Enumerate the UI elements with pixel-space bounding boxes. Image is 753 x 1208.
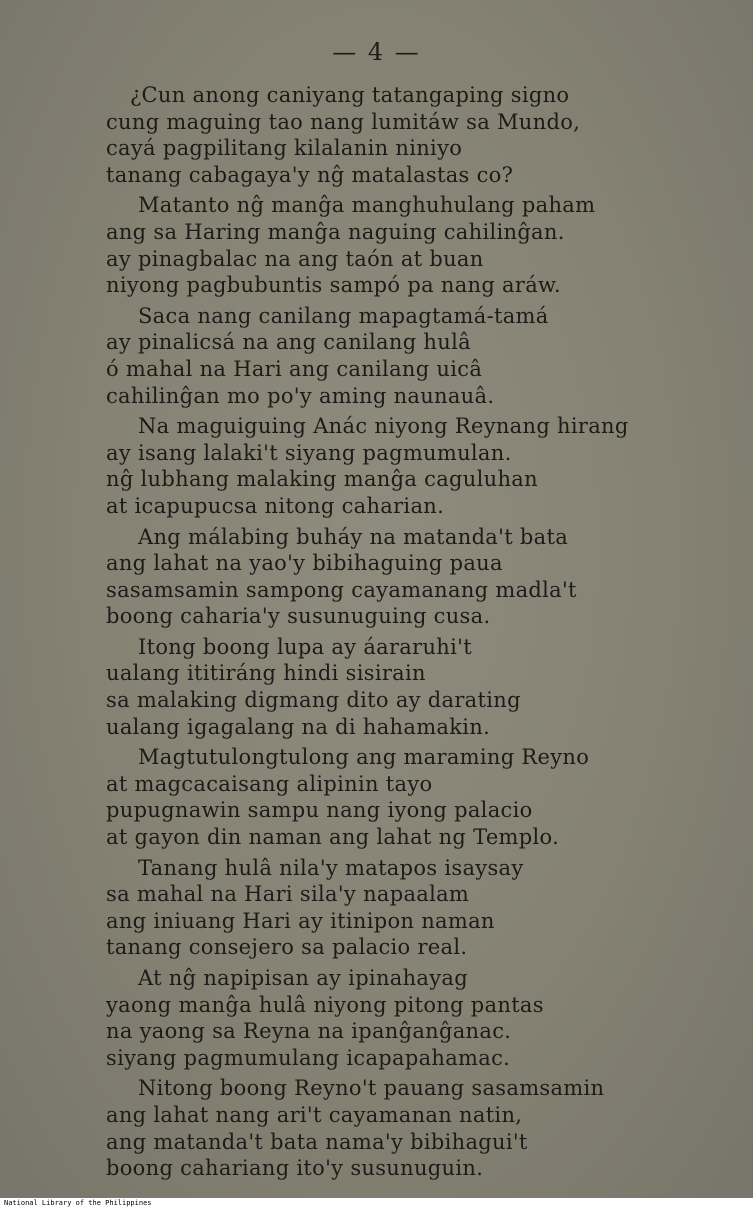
verse-line: Itong boong lupa ay áararuhi't [138, 634, 472, 659]
verse-line: cung maguing tao nang lumitáw sa Mundo, [106, 109, 581, 134]
verse-line: ó mahal na Hari ang canilang uicâ [106, 356, 483, 381]
verse-line: yaong manĝa hulâ niyong pitong pantas [106, 992, 544, 1017]
verse-line: cahilinĝan mo po'y aming naunauâ. [106, 383, 495, 408]
verse-line: At nĝ napipisan ay ipinahayag [138, 966, 468, 990]
verse-line: tanang cabagaya'y nĝ matalastas co? [106, 162, 514, 187]
stanza-6 [106, 634, 706, 740]
verse-line: nĝ lubhang malaking manĝa caguluhan [106, 467, 538, 492]
verse-line: Ang málabing buháy na matanda't bata [138, 524, 569, 549]
verse-line: ay pinalicsá na ang canilang hulâ [106, 330, 471, 355]
verse-line: at icapupucsa nitong caharian. [106, 493, 445, 518]
verse-line: at gayon din naman ang lahat ng Templo. [106, 825, 560, 850]
stanza-9 [106, 965, 706, 1071]
page-number: — 4 — [332, 38, 421, 66]
verse-line: ang lahat na yao'y bibihaguing paua [106, 551, 503, 576]
verse-line: ang sa Haring manĝa naguing cahilinĝan. [106, 219, 565, 244]
stanza-5 [106, 524, 706, 630]
stanza-10 [106, 1075, 706, 1181]
verse-line: tanang consejero sa palacio real. [106, 935, 468, 960]
verse-line: boong caharia'y susunuguing cusa. [106, 604, 491, 629]
verse-line: ualang igagalang na di hahamakin. [106, 714, 491, 739]
stanza-7 [106, 744, 706, 850]
verse-line: na yaong sa Reyna na ipanĝanĝanac. [106, 1019, 512, 1044]
verse-line: Nitong boong Reyno't pauang sasamsamin [138, 1076, 605, 1101]
verse-line: Saca nang canilang mapagtamá-tamá [138, 303, 549, 328]
verse-line: ang lahat nang ari't cayamanan natin, [106, 1102, 523, 1127]
verse-line: ay pinagbalac na ang taón at buan [106, 246, 484, 271]
verse-line: boong cahariang ito'y susunuguin. [106, 1156, 484, 1181]
verse-line: Magtutulongtulong ang maraming Reyno [138, 745, 590, 770]
stanza-4 [106, 413, 706, 519]
stanza-8 [106, 855, 706, 961]
library-credit: National Library of the Philippines [4, 1199, 152, 1207]
verse-line: sa malaking digmang dito ay darating [106, 688, 521, 713]
verse-line: niyong pagbubuntis sampó pa nang aráw. [106, 273, 561, 298]
verse-line: ualang ititiráng hindi sisirain [106, 661, 426, 686]
verse-line: siyang pagmumulang icapapahamac. [106, 1045, 511, 1070]
verse-line: pupugnawin sampu nang iyong palacio [106, 798, 533, 823]
verse-line: Tanang hulâ nila'y matapos isaysay [138, 855, 524, 880]
poem-text [106, 82, 706, 1186]
verse-line: ang iniuang Hari ay itinipon naman [106, 908, 495, 933]
verse-line: sasamsamin sampong cayamanang madla't [106, 577, 577, 602]
verse-line: ¿Cun anong caniyang tatangaping signo [130, 83, 570, 107]
verse-line: sa mahal na Hari sila'y napaalam [106, 882, 470, 907]
verse-line: Na maguiguing Anác niyong Reynang hirang [138, 414, 629, 439]
verse-line: ang matanda't bata nama'y bibihagui't [106, 1129, 528, 1154]
stanza-3 [106, 303, 706, 409]
stanza-1 [106, 82, 706, 188]
verse-line: cayá pagpilitang kilalanin niniyo [106, 136, 463, 161]
verse-line: ay isang lalaki't siyang pagmumulan. [106, 440, 512, 465]
verse-line: Matanto nĝ manĝa manghuhulang paham [138, 193, 596, 218]
verse-line: at magcacaisang alipinin tayo [106, 771, 433, 796]
stanza-2 [106, 192, 706, 298]
